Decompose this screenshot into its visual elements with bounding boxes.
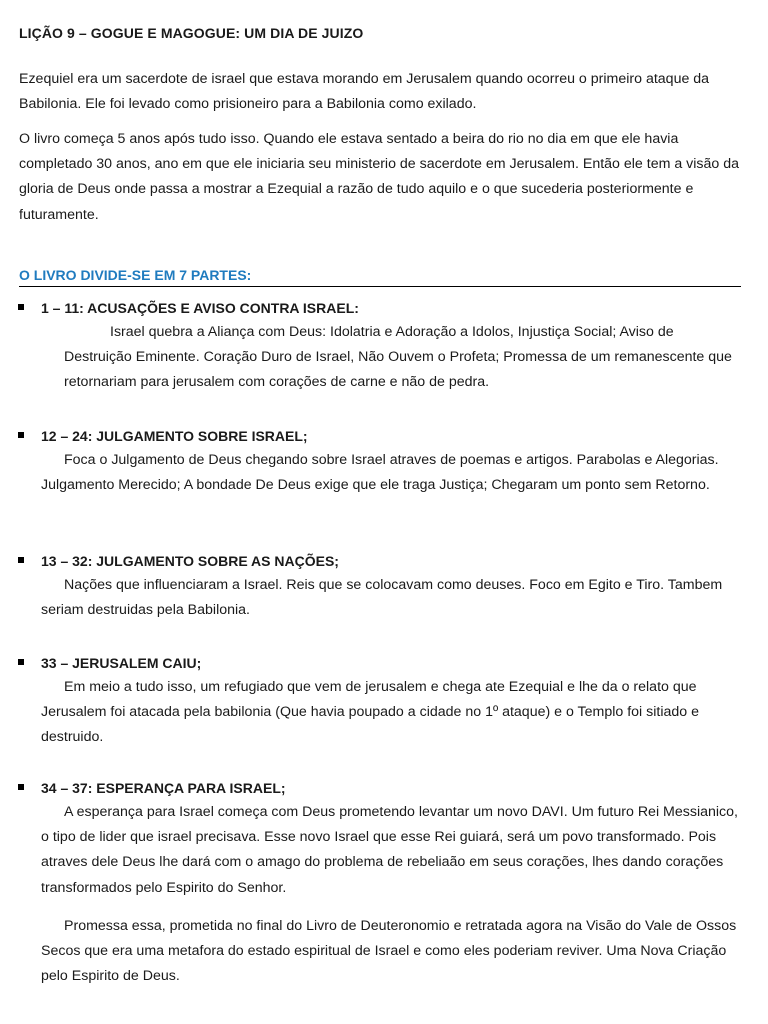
list-item-body: A esperança para Israel começa com Deus prometendo levantar um novo DAVI. Um futuro Rei Messianico, o tipo de lider que israel precisava. Esse novo Israel que esse Rei guiará, será um povo transformado. Pois atraves dele Deus lhe dará com o amago do problema de rebeliaão em seus corações, lhes dando corações transformados pelo Espirito do Senhor. [41,804,738,896]
list-item-title: 1 – 11: ACUSAÇÕES E AVISO CONTRA ISRAEL: [41,300,359,316]
intro-paragraph-1: Ezequiel era um sacerdote de israel que estava morando em Jerusalem quando ocorreu o primeiro ataque da Babilonia. Ele foi levado como prisioneiro para a Babilonia como exilado. [19,71,710,113]
list-item-body: Em meio a tudo isso, um refugiado que vem de jerusalem e chega ate Ezequial e lhe da o relato que Jerusalem foi atacada pela babilonia (Que havia poupado a cidade no 1º ataque) e o Templo foi sitiado e destruido. [41,679,699,746]
bullet-square-icon [18,659,24,665]
bullet-square-icon [18,304,24,310]
list-item-title: 33 – JERUSALEM CAIU; [41,655,202,671]
list-item-title: 34 – 37: ESPERANÇA PARA ISRAEL; [41,780,286,796]
section-heading: O LIVRO DIVIDE-SE EM 7 PARTES: [19,267,741,287]
list-item-continuation: Promessa essa, prometida no final do Livro de Deuteronomio e retratada agora na Visão do Vale de Ossos Secos que era uma metafora do estado espiritual de Israel e como eles poderiam reviver. Uma Nova Criação pelo Espirito de Deus. [41,918,737,985]
list-item-body: Israel quebra a Aliança com Deus: Idolatria e Adoração a Idolos, Injustiça Social; Aviso de Destruição Eminente. Coração Duro de Israel, Não Ouvem o Profeta; Promessa de um remanescente que retornariam para jerusalem com corações de carne e não de pedra. [64,324,732,391]
list-item-title: 13 – 32: JULGAMENTO SOBRE AS NAÇÕES; [41,553,339,569]
bullet-square-icon [18,432,24,438]
list-item-body: Nações que influenciaram a Israel. Reis que se colocavam como deuses. Foco em Egito e Tiro. Tambem seriam destruidas pela Babilonia. [41,577,723,619]
list-item-body: Foca o Julgamento de Deus chegando sobre Israel atraves de poemas e artigos. Parabolas e Alegorias. Julgamento Merecido; A bondade De Deus exige que ele traga Justiça; Chegaram um ponto sem Retorno. [41,452,719,494]
list-item-title: 12 – 24: JULGAMENTO SOBRE ISRAEL; [41,428,308,444]
intro-paragraph-2: O livro começa 5 anos após tudo isso. Quando ele estava sentado a beira do rio no dia em que ele havia completado 30 anos, ano em que ele iniciaria seu ministerio de sacerdote em Jerusalem. Então ele tem a visão da gloria de Deus onde passa a mostrar a Ezequial a razão de tudo aquilo e o que sucederia posteriormente e futuramente. [19,131,740,223]
bullet-square-icon [18,784,24,790]
bullet-square-icon [18,557,24,563]
lesson-title: LIÇÃO 9 – GOGUE E MAGOGUE: UM DIA DE JUIZO [19,25,364,41]
